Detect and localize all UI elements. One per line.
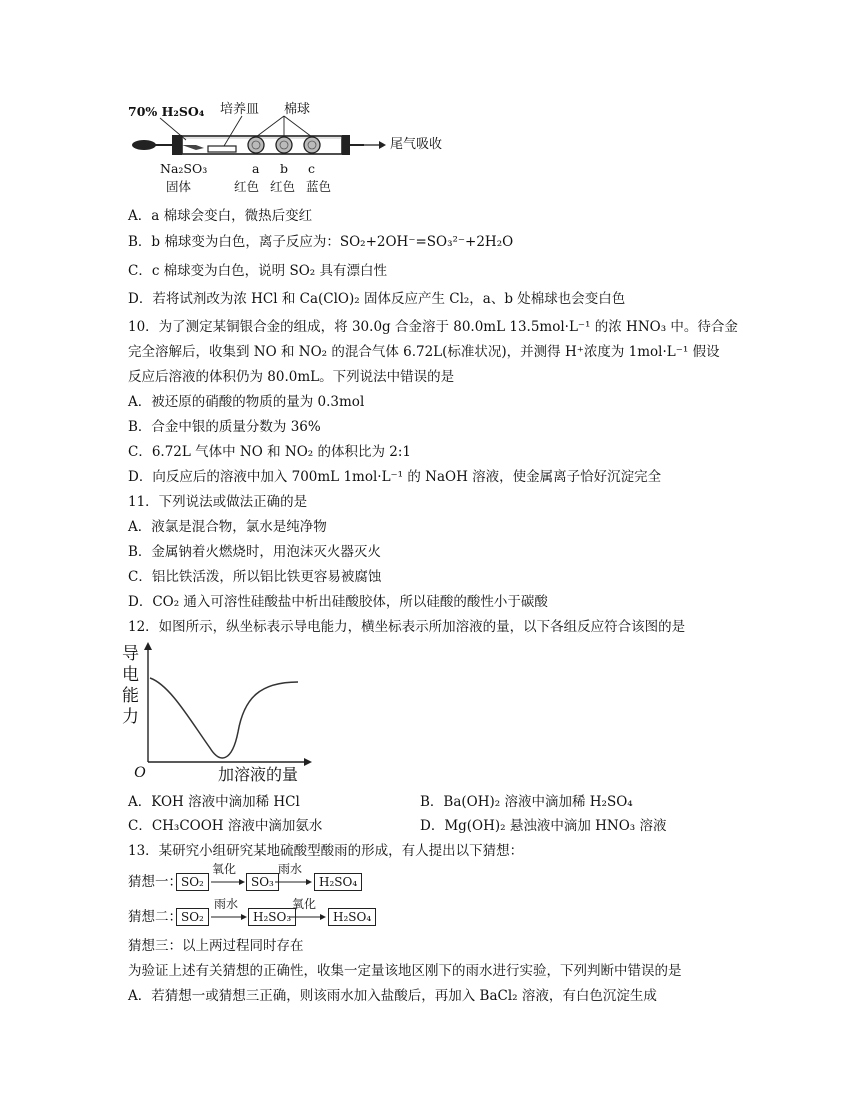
y-axis-arrow-icon bbox=[144, 642, 152, 650]
graph-ylabel-char: 能 bbox=[122, 686, 139, 706]
guess-1-diagram bbox=[128, 864, 428, 894]
q10-stem-line-1: 10．为了测定某铜银合金的组成，将 30.0g 合金溶于 80.0mL 13.5mol·L⁻¹ 的浓 HNO₃ 中。待合金 bbox=[128, 319, 738, 335]
graph-ylabel-char: 电 bbox=[122, 665, 139, 685]
graph-ylabel bbox=[122, 644, 142, 728]
conductivity-graph bbox=[120, 640, 320, 790]
ball-letter-b: b bbox=[280, 161, 289, 176]
dish-label: 培养皿 bbox=[220, 102, 260, 117]
x-axis-arrow-icon bbox=[304, 758, 312, 766]
graph-ylabel-char: 导 bbox=[122, 644, 139, 664]
q9-option-c: C．c 棉球变为白色，说明 SO₂ 具有漂白性 bbox=[128, 263, 387, 279]
q11-option-c: C．铝比铁活泼，所以铝比铁更容易被腐蚀 bbox=[128, 569, 382, 585]
guess-1-box-h2so4: H₂SO₄ bbox=[314, 873, 362, 891]
q9-option-b: B．b 棉球变为白色，离子反应为：SO₂+2OH⁻=SO₃²⁻+2H₂O bbox=[128, 234, 514, 250]
q12-option-c: C．CH₃COOH 溶液中滴加氨水 bbox=[128, 818, 323, 834]
q11-option-d: D．CO₂ 通入可溶性硅酸盐中析出硅酸胶体，所以硅酸的酸性小于碳酸 bbox=[128, 594, 548, 610]
arrow-right-icon bbox=[320, 914, 326, 920]
q10-stem-line-3: 反应后溶液的体积仍为 80.0mL。下列说法中错误的是 bbox=[128, 369, 455, 385]
q9-option-d: D．若将试剂改为浓 HCl 和 Ca(ClO)₂ 固体反应产生 Cl₂，a、b 处棉球也会变白色 bbox=[128, 291, 626, 307]
guess-2-box-so2: SO₂ bbox=[176, 908, 209, 926]
ball-letter-c: c bbox=[308, 161, 316, 176]
q11-stem: 11．下列说法或做法正确的是 bbox=[128, 494, 308, 510]
q9-option-a: A．a 棉球会变白，微热后变红 bbox=[128, 208, 313, 224]
graph-origin: O bbox=[134, 764, 146, 781]
guess-2-diagram bbox=[128, 899, 428, 929]
ball-color-c: 蓝色 bbox=[306, 179, 332, 194]
q13-verify: 为验证上述有关猜想的正确性，收集一定量该地区刚下的雨水进行实验，下列判断中错误的是 bbox=[128, 963, 682, 979]
guess-1-arrow-label-1: 氧化 bbox=[212, 862, 237, 876]
solid-formula: Na₂SO₃ bbox=[160, 161, 208, 176]
q12-option-d: D．Mg(OH)₂ 悬浊液中滴加 HNO₃ 溶液 bbox=[420, 818, 667, 834]
guess-3: 猜想三：以上两过程同时存在 bbox=[128, 938, 304, 954]
q10-option-a: A．被还原的硝酸的物质的量为 0.3mol bbox=[128, 394, 365, 410]
tail-gas-label: 尾气吸收 bbox=[390, 137, 443, 152]
q10-option-c: C．6.72L 气体中 NO 和 NO₂ 的体积比为 2:1 bbox=[128, 444, 411, 460]
guess-1-box-so3: SO₃ bbox=[246, 873, 279, 891]
guess-2-arrow-label-1: 雨水 bbox=[214, 897, 239, 911]
arrow-right-icon bbox=[239, 879, 245, 885]
conductivity-curve bbox=[150, 678, 298, 758]
guess-2-label: 猜想二： bbox=[128, 909, 182, 925]
guess-2-arrow-label-2: 氧化 bbox=[292, 897, 317, 911]
graph-ylabel-char: 力 bbox=[122, 707, 139, 727]
q13-stem: 13．某研究小组研究某地硫酸型酸雨的形成，有人提出以下猜想： bbox=[128, 843, 524, 859]
q11-option-a: A．液氯是混合物，氯水是纯净物 bbox=[128, 519, 327, 535]
guess-1-arrow-label-2: 雨水 bbox=[278, 862, 303, 876]
acid-label: 70% H₂SO₄ bbox=[128, 104, 205, 119]
q12-option-b: B．Ba(OH)₂ 溶液中滴加稀 H₂SO₄ bbox=[420, 794, 633, 810]
graph-xlabel: 加溶液的量 bbox=[218, 765, 299, 784]
q13-option-a: A．若猜想一或猜想三正确，则该雨水加入盐酸后，再加入 BaCl₂ 溶液，有白色沉淀生成 bbox=[128, 988, 657, 1004]
arrow-right-icon bbox=[241, 914, 247, 920]
ball-color-b: 红色 bbox=[270, 179, 296, 194]
guess-1-box-so2: SO₂ bbox=[176, 873, 209, 891]
guess-2-box-h2so4: H₂SO₄ bbox=[328, 908, 376, 926]
arrow-right-icon bbox=[306, 879, 312, 885]
guess-1-label: 猜想一： bbox=[128, 874, 182, 890]
ball-color-a: 红色 bbox=[234, 179, 260, 194]
q12-option-a: A．KOH 溶液中滴加稀 HCl bbox=[128, 794, 300, 810]
guess-2-box-h2so3: H₂SO₃ bbox=[248, 908, 296, 926]
apparatus-figure bbox=[124, 100, 464, 200]
solid-word: 固体 bbox=[166, 179, 192, 194]
cotton-label: 棉球 bbox=[284, 102, 311, 117]
q10-option-b: B．合金中银的质量分数为 36% bbox=[128, 419, 321, 435]
q12-stem: 12．如图所示，纵坐标表示导电能力，横坐标表示所加溶液的量，以下各组反应符合该图的是 bbox=[128, 619, 686, 635]
q10-stem-line-2: 完全溶解后，收集到 NO 和 NO₂ 的混合气体 6.72L(标准状况)，并测得 H⁺浓度为 1mol·L⁻¹ 假设 bbox=[128, 344, 720, 360]
ball-letter-a: a bbox=[252, 161, 260, 176]
q11-option-b: B．金属钠着火燃烧时，用泡沫灭火器灭火 bbox=[128, 544, 381, 560]
q10-option-d: D．向反应后的溶液中加入 700mL 1mol·L⁻¹ 的 NaOH 溶液，使金属离子恰好沉淀完全 bbox=[128, 469, 662, 485]
